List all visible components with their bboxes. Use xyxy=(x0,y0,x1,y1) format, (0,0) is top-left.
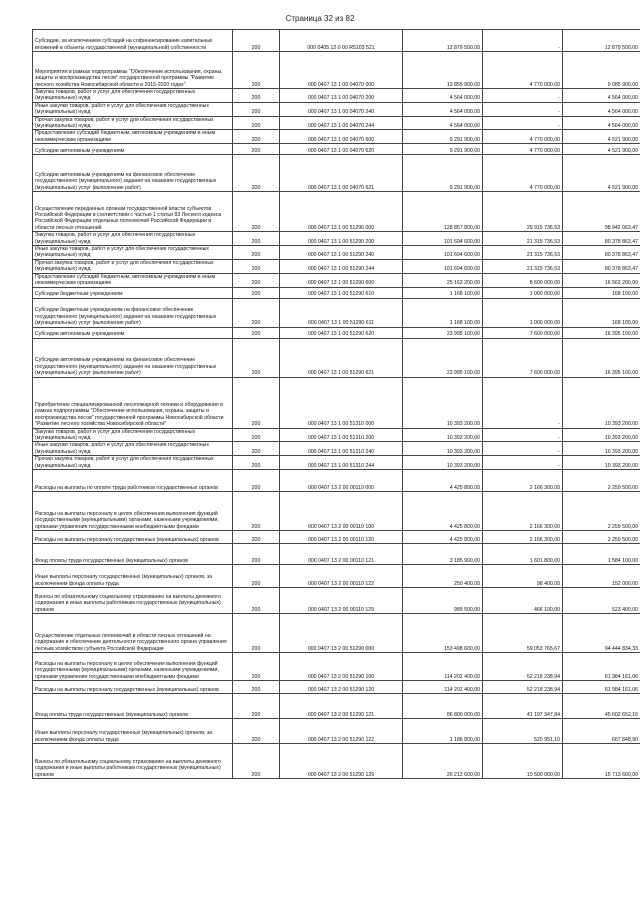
table-row xyxy=(33,680,640,693)
table-row xyxy=(33,102,640,116)
row-name-cell: Предоставление субсидий бюджетным, автономным учреждениям и иным некоммерческим организациям xyxy=(33,273,233,287)
row-assigned-cell: 4 564 000,00 xyxy=(403,116,483,130)
table-row xyxy=(33,743,640,778)
row-assigned-cell: 114 202 400,00 xyxy=(403,680,483,693)
row-assigned-cell: 4 425 800,00 xyxy=(403,491,483,530)
row-code-cell: 200 xyxy=(233,377,280,428)
row-executed-cell: - xyxy=(483,30,563,52)
row-name-cell: Расходы на выплаты персоналу государственных (муниципальных) органов xyxy=(33,680,233,693)
table-row xyxy=(33,718,640,743)
table-row xyxy=(33,327,640,338)
table-row xyxy=(33,52,640,89)
row-remaining-cell: 80 378 863,47 xyxy=(563,246,640,260)
row-classification-cell: 000 0407 13 1 00 51310 000 xyxy=(280,377,403,428)
row-code-cell: 200 xyxy=(233,743,280,778)
row-code-cell: 200 xyxy=(233,652,280,680)
row-remaining-cell: 4 521 900,00 xyxy=(563,155,640,192)
row-executed-cell: 466 100,00 xyxy=(483,587,563,613)
row-assigned-cell: 153 498 600,00 xyxy=(403,613,483,652)
row-assigned-cell: 114 202 400,00 xyxy=(403,652,483,680)
row-name-cell: Иные выплаты персоналу государственных (муниципальных) органов, за исключением фонда оплаты труда xyxy=(33,564,233,587)
row-name-cell: Субсидии бюджетным учреждениям на финансовое обеспечение государственного (муниципального) задания на оказание государственных (муниципальных) услуг (выполнение работ) xyxy=(33,298,233,327)
row-classification-cell: 000 0407 13 2 00 00110 120 xyxy=(280,530,403,543)
row-remaining-cell: 61 984 161,06 xyxy=(563,680,640,693)
table-row xyxy=(33,564,640,587)
row-assigned-cell: 10 393 200,00 xyxy=(403,442,483,456)
row-assigned-cell: 4 425 800,00 xyxy=(403,469,483,491)
row-classification-cell: 000 0407 13 2 00 51290 122 xyxy=(280,718,403,743)
row-executed-cell: 4 770 000,00 xyxy=(483,144,563,155)
row-assigned-cell: 989 500,00 xyxy=(403,587,483,613)
row-code-cell: 200 xyxy=(233,116,280,130)
row-name-cell: Закупка товаров, работ и услуг для обеспечения государственных (муниципальных) нужд xyxy=(33,89,233,103)
row-name-cell: Прочая закупка товаров, работ и услуг для обеспечения государственных (муниципальных) нужд xyxy=(33,259,233,273)
row-executed-cell: 1 000 000,00 xyxy=(483,298,563,327)
table-row xyxy=(33,155,640,192)
table-row xyxy=(33,613,640,652)
row-name-cell: Осуществление отдельных полномочий в области лесных отношений на содержание и обеспечение деятельности государственного органа управления лесным хозяйством субъекта Российской Федерации xyxy=(33,613,233,652)
row-executed-cell: - xyxy=(483,428,563,442)
row-executed-cell: 4 770 000,00 xyxy=(483,155,563,192)
table-row xyxy=(33,652,640,680)
table-row xyxy=(33,130,640,144)
page-header: Страница 32 из 82 xyxy=(285,14,355,23)
row-remaining-cell: 4 521 900,00 xyxy=(563,130,640,144)
row-remaining-cell: 168 100,00 xyxy=(563,298,640,327)
row-remaining-cell: 152 000,00 xyxy=(563,564,640,587)
row-name-cell: Предоставление субсидий бюджетным, автономным учреждениям и иным некоммерческим организациям xyxy=(33,130,233,144)
row-executed-cell: 4 770 000,00 xyxy=(483,52,563,89)
row-executed-cell: - xyxy=(483,442,563,456)
row-remaining-cell: 4 564 000,00 xyxy=(563,102,640,116)
row-code-cell: 200 xyxy=(233,564,280,587)
table-row xyxy=(33,530,640,543)
row-assigned-cell: 10 393 200,00 xyxy=(403,377,483,428)
row-name-cell: Расходы на выплаты персоналу в целях обеспечения выполнения функций государственными (муниципальными) органами, казенными учреждениями, органами управления государственными внебюджетными фондами xyxy=(33,491,233,530)
row-classification-cell: 000 0407 13 1 00 04070 620 xyxy=(280,144,403,155)
row-classification-cell: 000 0407 13 1 00 51290 200 xyxy=(280,232,403,246)
table-row xyxy=(33,192,640,232)
row-code-cell: 200 xyxy=(233,89,280,103)
row-executed-cell: 59 053 765,67 xyxy=(483,613,563,652)
row-assigned-cell: 86 800 000,00 xyxy=(403,693,483,718)
row-assigned-cell: 25 163 200,00 xyxy=(403,273,483,287)
row-remaining-cell: 12 879 500,00 xyxy=(563,30,640,52)
row-remaining-cell: 4 564 000,00 xyxy=(563,116,640,130)
row-code-cell: 200 xyxy=(233,246,280,260)
row-code-cell: 200 xyxy=(233,130,280,144)
row-remaining-cell: 80 378 863,47 xyxy=(563,259,640,273)
row-remaining-cell: 168 100,00 xyxy=(563,287,640,298)
row-classification-cell: 000 0407 13 1 00 51290 610 xyxy=(280,287,403,298)
row-code-cell: 200 xyxy=(233,327,280,338)
row-name-cell: Закупка товаров, работ и услуг для обеспечения государственных (муниципальных) нужд xyxy=(33,232,233,246)
row-remaining-cell: 80 378 863,47 xyxy=(563,232,640,246)
row-executed-cell: 52 218 238,94 xyxy=(483,680,563,693)
row-executed-cell: 4 770 000,00 xyxy=(483,130,563,144)
row-assigned-cell: 101 694 600,00 xyxy=(403,259,483,273)
row-executed-cell: 7 600 000,00 xyxy=(483,338,563,377)
row-classification-cell: 000 0407 13 1 00 51290 240 xyxy=(280,246,403,260)
table-row xyxy=(33,273,640,287)
row-remaining-cell: 61 984 161,06 xyxy=(563,652,640,680)
row-executed-cell: 520 951,10 xyxy=(483,718,563,743)
table-row xyxy=(33,144,640,155)
row-assigned-cell: 9 291 900,00 xyxy=(403,144,483,155)
row-classification-cell: 000 0407 13 2 00 00110 100 xyxy=(280,491,403,530)
row-code-cell: 200 xyxy=(233,287,280,298)
row-code-cell: 200 xyxy=(233,613,280,652)
row-code-cell: 200 xyxy=(233,102,280,116)
row-remaining-cell: 45 602 652,16 xyxy=(563,693,640,718)
row-remaining-cell: 15 713 600,00 xyxy=(563,743,640,778)
row-executed-cell: - xyxy=(483,116,563,130)
row-assigned-cell: 101 694 600,00 xyxy=(403,232,483,246)
row-executed-cell: 21 315 736,53 xyxy=(483,232,563,246)
row-classification-cell: 000 0407 13 1 00 51290 621 xyxy=(280,338,403,377)
row-name-cell: Фонд оплаты труда государственных (муниципальных) органов xyxy=(33,543,233,564)
row-executed-cell: 2 166 300,00 xyxy=(483,530,563,543)
row-classification-cell: 000 0407 13 2 00 51290 100 xyxy=(280,652,403,680)
row-assigned-cell: 26 213 600,00 xyxy=(403,743,483,778)
row-executed-cell: 1 601 800,00 xyxy=(483,543,563,564)
report-table xyxy=(32,29,640,779)
row-remaining-cell: 1 584 100,00 xyxy=(563,543,640,564)
row-executed-cell: - xyxy=(483,377,563,428)
row-code-cell: 200 xyxy=(233,428,280,442)
row-name-cell: Субсидии автономным учреждениям на финансовое обеспечение государственного (муниципального) задания на оказание государственных (муниципальных) услуг (выполнение работ) xyxy=(33,338,233,377)
row-remaining-cell: 10 393 200,00 xyxy=(563,442,640,456)
row-remaining-cell: 94 444 834,33 xyxy=(563,613,640,652)
row-code-cell: 200 xyxy=(233,442,280,456)
row-remaining-cell: 16 563 200,00 xyxy=(563,273,640,287)
row-remaining-cell: 667 848,90 xyxy=(563,718,640,743)
row-assigned-cell: 4 564 000,00 xyxy=(403,102,483,116)
row-name-cell: Прочая закупка товаров, работ и услуг для обеспечения государственных (муниципальных) нужд xyxy=(33,116,233,130)
row-name-cell: Фонд оплаты труда государственных (муниципальных) органов xyxy=(33,693,233,718)
row-classification-cell: 000 0407 13 2 00 00110 122 xyxy=(280,564,403,587)
row-classification-cell: 000 0405 12 0 00 R5103 521 xyxy=(280,30,403,52)
row-code-cell: 200 xyxy=(233,543,280,564)
row-assigned-cell: 12 879 500,00 xyxy=(403,30,483,52)
row-name-cell: Расходы на выплаты по оплате труда работников государственных органов xyxy=(33,469,233,491)
row-executed-cell: 8 600 000,00 xyxy=(483,273,563,287)
row-classification-cell: 000 0407 13 1 00 04070 200 xyxy=(280,89,403,103)
table-row xyxy=(33,338,640,377)
row-assigned-cell: 1 188 800,00 xyxy=(403,718,483,743)
row-remaining-cell: 523 400,00 xyxy=(563,587,640,613)
row-name-cell: Иные закупки товаров, работ и услуг для обеспечения государственных (муниципальных) нужд xyxy=(33,102,233,116)
row-name-cell: Прочая закупка товаров, работ и услуг для обеспечения государственных (муниципальных) нужд xyxy=(33,456,233,470)
row-code-cell: 200 xyxy=(233,155,280,192)
row-assigned-cell: 4 564 000,00 xyxy=(403,89,483,103)
table-row xyxy=(33,298,640,327)
row-remaining-cell: 16 395 100,00 xyxy=(563,327,640,338)
row-classification-cell: 000 0407 13 1 00 51290 620 xyxy=(280,327,403,338)
row-classification-cell: 000 0407 13 1 00 04070 000 xyxy=(280,52,403,89)
row-executed-cell: 21 315 736,53 xyxy=(483,259,563,273)
row-classification-cell: 000 0407 13 1 00 51290 611 xyxy=(280,298,403,327)
row-code-cell: 200 xyxy=(233,144,280,155)
row-classification-cell: 000 0407 13 1 00 04070 600 xyxy=(280,130,403,144)
row-assigned-cell: 101 694 600,00 xyxy=(403,246,483,260)
table-row xyxy=(33,246,640,260)
row-name-cell: Иные закупки товаров, работ и услуг для обеспечения государственных (муниципальных) нужд xyxy=(33,442,233,456)
table-row xyxy=(33,259,640,273)
row-code-cell: 200 xyxy=(233,273,280,287)
table-row xyxy=(33,89,640,103)
row-classification-cell: 000 0407 13 2 00 51290 120 xyxy=(280,680,403,693)
row-classification-cell: 000 0407 13 1 00 51290 000 xyxy=(280,192,403,232)
row-code-cell: 200 xyxy=(233,232,280,246)
row-classification-cell: 000 0407 13 2 00 00110 000 xyxy=(280,469,403,491)
row-code-cell: 200 xyxy=(233,52,280,89)
row-executed-cell: 52 218 238,94 xyxy=(483,652,563,680)
row-name-cell: Закупка товаров, работ и услуг для обеспечения государственных (муниципальных) нужд xyxy=(33,428,233,442)
row-code-cell: 200 xyxy=(233,693,280,718)
row-classification-cell: 000 0407 13 2 00 00110 129 xyxy=(280,587,403,613)
row-remaining-cell: 10 393 200,00 xyxy=(563,456,640,470)
table-row xyxy=(33,491,640,530)
row-classification-cell: 000 0407 13 1 00 51310 200 xyxy=(280,428,403,442)
row-code-cell: 200 xyxy=(233,338,280,377)
row-remaining-cell: 2 259 500,00 xyxy=(563,491,640,530)
row-executed-cell: - xyxy=(483,89,563,103)
row-assigned-cell: 3 185 900,00 xyxy=(403,543,483,564)
row-assigned-cell: 23 995 100,00 xyxy=(403,338,483,377)
row-assigned-cell: 4 425 800,00 xyxy=(403,530,483,543)
row-executed-cell: 7 600 000,00 xyxy=(483,327,563,338)
row-code-cell: 200 xyxy=(233,192,280,232)
row-classification-cell: 000 0407 13 1 00 04070 240 xyxy=(280,102,403,116)
row-code-cell: 200 xyxy=(233,530,280,543)
row-executed-cell: 98 400,00 xyxy=(483,564,563,587)
row-code-cell: 200 xyxy=(233,718,280,743)
row-name-cell: Расходы на выплаты персоналу государственных (муниципальных) органов xyxy=(33,530,233,543)
row-executed-cell: 29 915 736,53 xyxy=(483,192,563,232)
row-executed-cell: 41 197 347,84 xyxy=(483,693,563,718)
row-remaining-cell: 10 393 200,00 xyxy=(563,377,640,428)
row-classification-cell: 000 0407 13 2 00 51290 121 xyxy=(280,693,403,718)
row-name-cell: Иные выплаты персоналу государственных (муниципальных) органов, за исключением фонда оплаты труда xyxy=(33,718,233,743)
row-name-cell: Расходы на выплаты персоналу в целях обеспечения выполнения функций государственными (муниципальными) органами, казенными учреждениями, органами управления государственными внебюджетными фондами xyxy=(33,652,233,680)
row-classification-cell: 000 0407 13 1 00 04070 244 xyxy=(280,116,403,130)
table-row xyxy=(33,693,640,718)
table-row xyxy=(33,232,640,246)
row-code-cell: 200 xyxy=(233,456,280,470)
row-name-cell: Мероприятия в рамках подпрограммы "Обеспечение использования, охраны, защиты и воспроизводства лесов" государственной программы "Развитие лесного хозяйства Новосибирской области в 2015-2020 годах" xyxy=(33,52,233,89)
row-executed-cell: 10 500 000,00 xyxy=(483,743,563,778)
row-assigned-cell: 128 857 800,00 xyxy=(403,192,483,232)
row-name-cell: Взносы по обязательному социальному страхованию на выплаты денежного содержания и иные выплаты работникам государственных (муниципальных) органов xyxy=(33,743,233,778)
report-table-body xyxy=(33,30,640,779)
row-classification-cell: 000 0407 13 1 00 04070 621 xyxy=(280,155,403,192)
row-name-cell: Взносы по обязательному социальному страхованию на выплаты денежного содержания и иные выплаты работникам государственных (муниципальных) органов xyxy=(33,587,233,613)
table-row xyxy=(33,116,640,130)
row-assigned-cell: 250 400,00 xyxy=(403,564,483,587)
row-assigned-cell: 9 291 900,00 xyxy=(403,130,483,144)
row-name-cell: Субсидии автономным учреждениям на финансовое обеспечение государственного (муниципального) задания на оказание государственных (муниципальных) услуг (выполнение работ) xyxy=(33,155,233,192)
row-executed-cell: 2 166 300,00 xyxy=(483,469,563,491)
row-assigned-cell: 9 291 900,00 xyxy=(403,155,483,192)
table-row xyxy=(33,30,640,52)
row-name-cell: Субсидии, за исключением субсидий на софинансирование капитальных вложений в объекты государственной (муниципальной) собственности xyxy=(33,30,233,52)
table-row xyxy=(33,287,640,298)
row-code-cell: 200 xyxy=(233,587,280,613)
row-name-cell: Субсидии бюджетным учреждениям xyxy=(33,287,233,298)
row-assigned-cell: 1 168 100,00 xyxy=(403,287,483,298)
row-classification-cell: 000 0407 13 1 00 51310 240 xyxy=(280,442,403,456)
row-executed-cell: 21 315 736,53 xyxy=(483,246,563,260)
row-executed-cell: 2 166 300,00 xyxy=(483,491,563,530)
row-classification-cell: 000 0407 13 1 00 51310 244 xyxy=(280,456,403,470)
row-name-cell: Субсидии автономным учреждениям xyxy=(33,327,233,338)
row-remaining-cell: 10 393 200,00 xyxy=(563,428,640,442)
row-classification-cell: 000 0407 13 1 00 51290 244 xyxy=(280,259,403,273)
row-name-cell: Приобретение специализированной лесопожарной техники и оборудования в рамках подпрограммы "Обеспечение использования, охраны, защиты и воспроизводства лесов" государственной программы Новосибирской области "Развитие лесного хозяйства Новосибирской области" xyxy=(33,377,233,428)
table-row xyxy=(33,456,640,470)
row-code-cell: 200 xyxy=(233,680,280,693)
row-assigned-cell: 10 393 200,00 xyxy=(403,428,483,442)
row-remaining-cell: 9 085 900,00 xyxy=(563,52,640,89)
row-remaining-cell: 4 564 000,00 xyxy=(563,89,640,103)
row-remaining-cell: 4 521 900,00 xyxy=(563,144,640,155)
table-row xyxy=(33,469,640,491)
row-classification-cell: 000 0407 13 2 00 51290 129 xyxy=(280,743,403,778)
row-code-cell: 200 xyxy=(233,298,280,327)
table-row xyxy=(33,587,640,613)
row-code-cell: 200 xyxy=(233,491,280,530)
row-remaining-cell: 2 259 500,00 xyxy=(563,469,640,491)
row-name-cell: Иные закупки товаров, работ и услуг для обеспечения государственных (муниципальных) нужд xyxy=(33,246,233,260)
table-row xyxy=(33,377,640,428)
table-row xyxy=(33,442,640,456)
row-assigned-cell: 13 855 900,00 xyxy=(403,52,483,89)
row-executed-cell: 1 000 000,00 xyxy=(483,287,563,298)
row-remaining-cell: 2 259 500,00 xyxy=(563,530,640,543)
row-classification-cell: 000 0407 13 1 00 51290 600 xyxy=(280,273,403,287)
row-code-cell: 200 xyxy=(233,30,280,52)
row-name-cell: Осуществление переданных органам государственной власти субъектов Российской Федерации в соответствии с частью 1 статьи 83 Лесного кодекса Российской Федерации отдельных полномочий Российской Федерации в области лесных отношений xyxy=(33,192,233,232)
row-executed-cell: - xyxy=(483,456,563,470)
row-assigned-cell: 1 168 100,00 xyxy=(403,298,483,327)
table-row xyxy=(33,428,640,442)
row-code-cell: 200 xyxy=(233,259,280,273)
row-assigned-cell: 10 393 200,00 xyxy=(403,456,483,470)
row-assigned-cell: 23 995 100,00 xyxy=(403,327,483,338)
row-executed-cell: - xyxy=(483,102,563,116)
row-classification-cell: 000 0407 13 2 00 00110 121 xyxy=(280,543,403,564)
row-code-cell: 200 xyxy=(233,469,280,491)
row-remaining-cell: 98 942 063,47 xyxy=(563,192,640,232)
row-classification-cell: 000 0407 13 2 00 51290 000 xyxy=(280,613,403,652)
row-name-cell: Субсидии автономным учреждениям xyxy=(33,144,233,155)
table-row xyxy=(33,543,640,564)
row-remaining-cell: 16 395 100,00 xyxy=(563,338,640,377)
